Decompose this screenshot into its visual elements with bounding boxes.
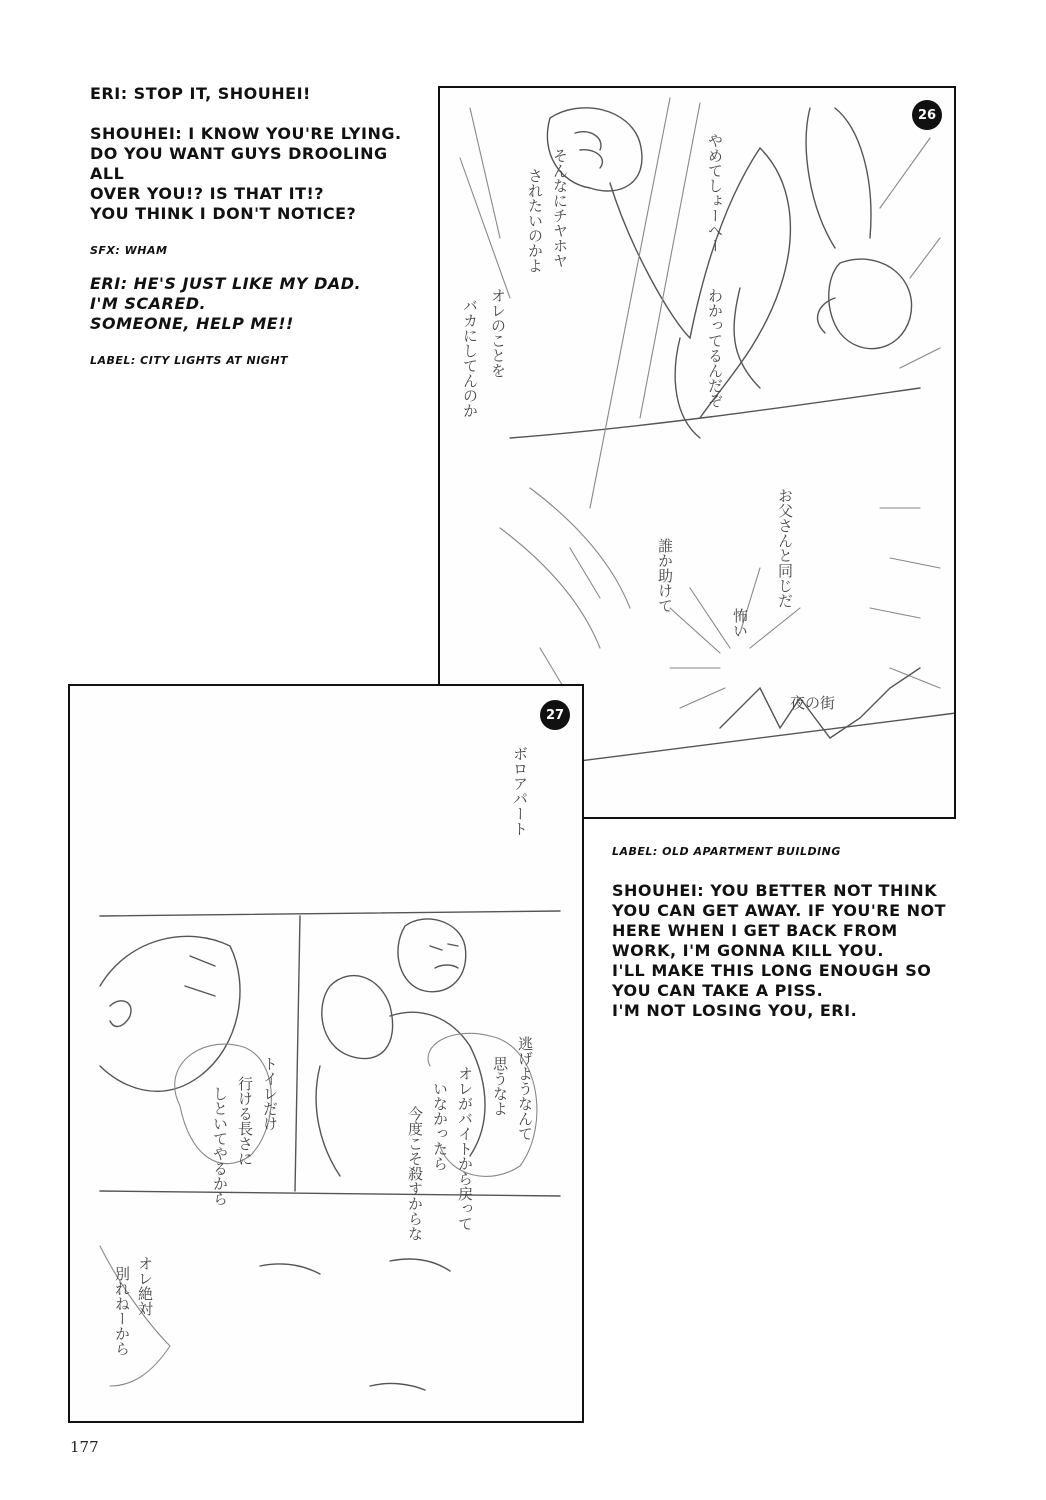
svg-text:バカにしてんのか: バカにしてんのか	[461, 298, 479, 418]
sketch-drawing-27	[70, 686, 584, 1423]
page-number: 177	[70, 1438, 99, 1456]
sketch-panel-27	[68, 684, 584, 1423]
svg-text:そんなにチヤホヤ: そんなにチヤホヤ	[551, 148, 569, 268]
svg-text:誰か助けて: 誰か助けて	[656, 538, 674, 613]
translation-notes-bottom	[612, 845, 992, 1043]
dialogue-eri-scared: ERI: HE'S JUST LIKE MY DAD. I'M SCARED. SOMEONE, HELP ME!!	[90, 273, 362, 333]
sfx-wham: SFX: WHAM	[90, 244, 168, 257]
svg-text:ボロアパート: ボロアパート	[511, 746, 529, 836]
dialogue-shouhei-threat: SHOUHEI: YOU BETTER NOT THINK YOU CAN GET AWAY. IF YOU'RE NOT HERE WHEN I GET BACK FROM WORK, I'M GONNA KILL YOU. I'LL MAKE THIS LONG ENOUGH SO YOU CAN TAKE A PISS. I'M NOT LOSING YOU, ERI.	[612, 880, 947, 1020]
panel-number-badge: 26	[912, 100, 942, 130]
svg-text:行ける長さに: 行ける長さに	[236, 1076, 254, 1166]
svg-text:トイレだけ: トイレだけ	[261, 1056, 279, 1131]
svg-text:思うなよ: 思うなよ	[491, 1056, 509, 1116]
svg-text:今度こそ殺すからな: 今度こそ殺すからな	[406, 1106, 424, 1241]
svg-text:別れねーから: 別れねーから	[113, 1266, 131, 1356]
svg-text:オレがバイトから戻って: オレがバイトから戻って	[456, 1066, 474, 1231]
label-old-apartment: LABEL: OLD APARTMENT BUILDING	[612, 845, 841, 858]
dialogue-eri-stop: ERI: STOP IT, SHOUHEI!	[90, 84, 311, 103]
translation-notes-top	[90, 84, 420, 388]
svg-text:しといてやるから: しといてやるから	[211, 1086, 229, 1206]
svg-text:逃げようなんて: 逃げようなんて	[516, 1036, 534, 1141]
label-city-lights: LABEL: CITY LIGHTS AT NIGHT	[90, 353, 289, 367]
svg-text:やめてしょーへー: やめてしょーへー	[706, 133, 724, 253]
svg-text:わかってるんだぞ: わかってるんだぞ	[706, 288, 724, 408]
svg-text:オレのことを: オレのことを	[489, 288, 507, 378]
panel-number-badge: 27	[540, 700, 570, 730]
svg-text:怖い: 怖い	[731, 608, 749, 638]
dialogue-shouhei-lying: SHOUHEI: I KNOW YOU'RE LYING. DO YOU WANT GUYS DROOLING ALL OVER YOU!? IS THAT IT!? YOU THINK I DON'T NOTICE?	[90, 124, 402, 223]
svg-text:されたいのかよ: されたいのかよ	[526, 168, 544, 273]
svg-text:夜の街: 夜の街	[790, 694, 836, 712]
svg-text:オレ絶対: オレ絶対	[136, 1256, 154, 1316]
svg-text:お父さんと同じだ: お父さんと同じだ	[776, 488, 794, 608]
svg-text:いなかったら: いなかったら	[431, 1081, 449, 1171]
